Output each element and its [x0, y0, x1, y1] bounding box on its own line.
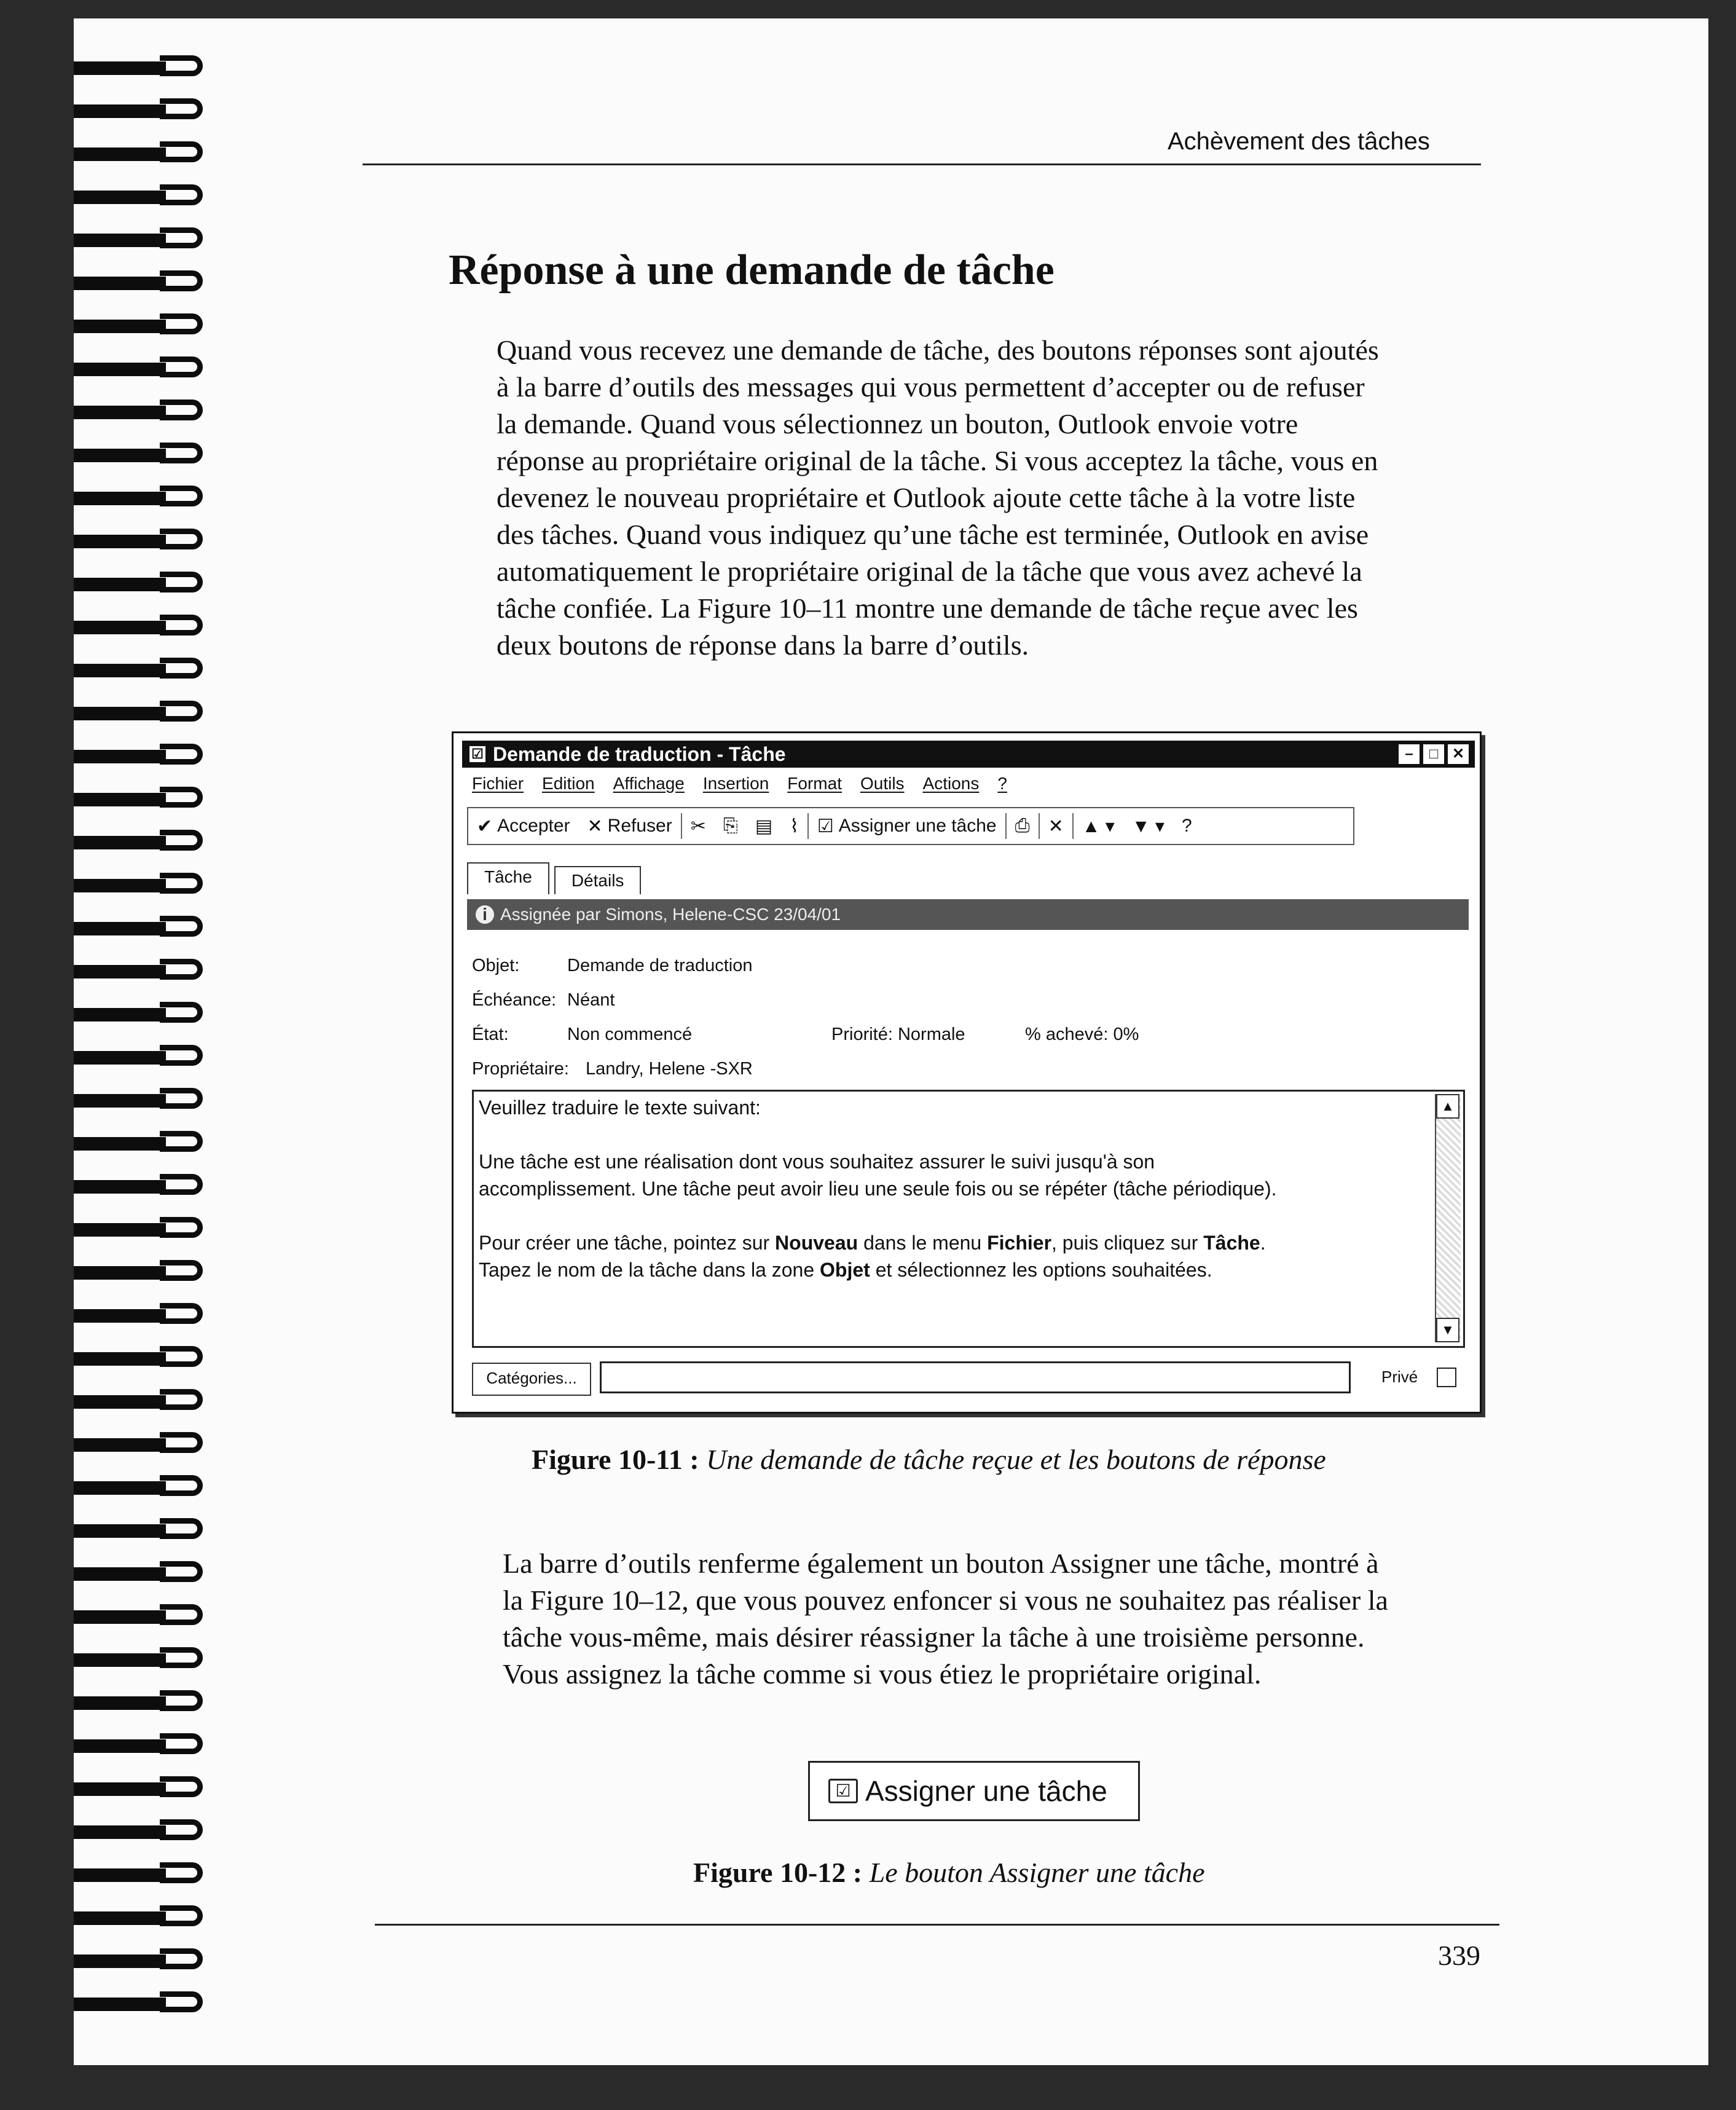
proprietaire-label: Propriétaire: — [472, 1059, 569, 1079]
percent-complete-value: % achevé: 0% — [1025, 1025, 1139, 1044]
assign-task-button-label: Assigner une tâche — [865, 1775, 1107, 1807]
notes-line: Tapez le nom de la tâche dans la zone Objet et sélectionnez les options souhaitées. — [479, 1259, 1212, 1281]
para2-line: La barre d’outils renferme également un bouton Assigner une tâche, montré à — [503, 1548, 1379, 1579]
close-icon[interactable]: ✕ — [1448, 744, 1469, 764]
intro-line: la demande. Quand vous sélectionnez un bouton, Outlook envoie votre — [497, 408, 1298, 439]
book-page — [74, 18, 1708, 2065]
paperclip-icon: ⌇ — [790, 816, 799, 837]
figure-11-text: Une demande de tâche reçue et les boutons de réponse — [706, 1444, 1326, 1475]
objet-label: Objet: — [472, 956, 520, 975]
paste-button[interactable] — [747, 816, 781, 837]
paste-icon: ▤ — [755, 816, 773, 837]
echeance-value: Néant — [567, 990, 615, 1010]
running-head: Achèvement des tâches — [1168, 128, 1430, 155]
prive-label: Privé — [1381, 1368, 1418, 1386]
binding-ring — [74, 184, 227, 208]
accept-button[interactable] — [468, 816, 579, 837]
attach-button[interactable] — [781, 816, 807, 837]
intro-line: à la barre d’outils des messages qui vous permettent d’accepter ou de refuser — [497, 371, 1365, 403]
window-title: Demande de traduction - Tâche — [493, 742, 786, 765]
binding-ring — [74, 744, 227, 767]
binding-ring — [74, 1518, 227, 1541]
intro-line: réponse au propriétaire original de la tâche. Si vous acceptez la tâche, vous en — [497, 445, 1378, 476]
menu-bar — [472, 774, 1007, 793]
binding-ring — [74, 1088, 227, 1111]
menu-affichage[interactable]: Affichage — [613, 774, 685, 793]
assign-task-button-large[interactable] — [808, 1761, 1140, 1821]
refuse-label: Refuser — [607, 816, 672, 836]
copy-icon: ⎘ — [723, 816, 738, 836]
x-icon: ✕ — [587, 816, 603, 837]
checkmark-icon: ✔ — [477, 816, 493, 837]
window-titlebar — [462, 741, 1475, 768]
notes-line: Une tâche est une réalisation dont vous souhaitez assurer le suivi jusqu'à son — [479, 1151, 1155, 1173]
echeance-label: Échéance: — [472, 990, 557, 1010]
binding-ring — [74, 916, 227, 939]
menu-outils[interactable]: Outils — [860, 774, 905, 793]
binding-ring — [74, 1819, 227, 1843]
intro-line: deux boutons de réponse dans la barre d’outils. — [497, 629, 1029, 661]
proprietaire-value: Landry, Helene -SXR — [586, 1059, 753, 1079]
binding-ring — [74, 529, 227, 552]
previous-item-button[interactable] — [1074, 816, 1123, 837]
tab-bar — [467, 862, 641, 894]
down-arrow-icon: ▼ ▾ — [1131, 816, 1165, 837]
toolbar — [467, 807, 1354, 845]
binding-ring — [74, 1475, 227, 1498]
help-icon: ? — [1181, 816, 1192, 836]
assign-task-button[interactable] — [809, 816, 1005, 837]
binding-ring — [74, 1260, 227, 1283]
categories-button[interactable]: Catégories... — [472, 1363, 591, 1396]
binding-ring — [74, 1776, 227, 1800]
binding-ring — [74, 1045, 227, 1068]
binding-ring — [74, 1733, 227, 1757]
up-arrow-icon: ▲ ▾ — [1082, 816, 1115, 837]
intro-paragraph — [497, 332, 1379, 664]
binding-ring — [74, 1690, 227, 1714]
scroll-down-icon[interactable]: ▼ — [1436, 1318, 1459, 1342]
binding-ring — [74, 1862, 227, 1886]
assign-task-label: Assigner une tâche — [838, 816, 997, 836]
assign-task-icon: ☑ — [817, 816, 834, 837]
binding-ring — [74, 400, 227, 423]
binding-ring — [74, 1561, 227, 1584]
figure-12-caption — [693, 1856, 1205, 1889]
binding-ring — [74, 658, 227, 681]
printer-icon: ⎙ — [1015, 816, 1030, 836]
binding-ring — [74, 486, 227, 509]
menu-actions[interactable]: Actions — [922, 774, 980, 793]
help-button[interactable] — [1173, 816, 1201, 837]
intro-line: des tâches. Quand vous indiquez qu’une tâche est terminée, Outlook en avise — [497, 519, 1369, 550]
menu-format[interactable]: Format — [787, 774, 842, 793]
task-window-screenshot — [452, 731, 1482, 1414]
binding-ring — [74, 873, 227, 896]
prive-checkbox[interactable] — [1437, 1368, 1456, 1387]
info-icon: i — [476, 905, 494, 924]
binding-ring — [74, 141, 227, 165]
binding-ring — [74, 227, 227, 251]
para2-line: la Figure 10–12, que vous pouvez enfoncer si vous ne souhaitez pas réaliser la — [503, 1584, 1388, 1616]
tab-tache[interactable]: Tâche — [467, 862, 549, 894]
notes-line: accomplissement. Une tâche peut avoir lieu une seule fois ou se répéter (tâche périodique). — [479, 1178, 1277, 1200]
binding-ring — [74, 1647, 227, 1671]
para2-line: tâche vous-même, mais désirer réassigner la tâche à une troisième personne. — [503, 1621, 1365, 1653]
second-paragraph — [503, 1545, 1388, 1693]
categories-input[interactable] — [600, 1361, 1351, 1393]
intro-line: automatiquement le propriétaire original de la tâche que vous avez achevé la — [497, 556, 1362, 587]
figure-11-label: Figure 10-11 : — [532, 1444, 699, 1475]
binding-ring — [74, 701, 227, 724]
binding-ring — [74, 98, 227, 122]
binding-ring — [74, 830, 227, 853]
delete-icon: ✕ — [1048, 816, 1064, 837]
binding-ring — [74, 55, 227, 79]
binding-ring — [74, 1174, 227, 1197]
binding-ring — [74, 270, 227, 294]
menu-insertion[interactable]: Insertion — [702, 774, 769, 793]
binding-ring — [74, 1346, 227, 1369]
task-icon: ☑ — [469, 746, 485, 762]
intro-line: tâche confiée. La Figure 10–11 montre une demande de tâche reçue avec les — [497, 592, 1358, 624]
figure-12-label: Figure 10-12 : — [693, 1857, 863, 1888]
refuse-button[interactable] — [579, 816, 681, 837]
binding-ring — [74, 572, 227, 595]
header-rule — [363, 163, 1481, 165]
spiral-binding — [74, 55, 227, 2041]
next-item-button[interactable] — [1123, 816, 1173, 837]
cut-button[interactable] — [682, 816, 715, 837]
accept-label: Accepter — [497, 816, 570, 836]
notes-line: Veuillez traduire le texte suivant: — [479, 1096, 761, 1119]
assign-task-icon: ☑ — [828, 1779, 858, 1803]
intro-line: devenez le nouveau propriétaire et Outlook ajoute cette tâche à la votre liste — [497, 482, 1356, 513]
task-notes-textarea[interactable] — [472, 1090, 1465, 1348]
intro-line: Quand vous recevez une demande de tâche, des boutons réponses sont ajoutés — [497, 334, 1379, 366]
tab-details[interactable]: Détails — [554, 866, 642, 894]
notes-scrollbar[interactable] — [1435, 1094, 1461, 1342]
binding-ring — [74, 1905, 227, 1929]
binding-ring — [74, 1389, 227, 1412]
figure-11-caption — [532, 1443, 1326, 1476]
copy-button[interactable] — [715, 816, 747, 837]
figure-12-text: Le bouton Assigner une tâche — [869, 1857, 1205, 1888]
binding-ring — [74, 1948, 227, 1972]
print-button[interactable] — [1007, 816, 1039, 837]
assignment-info-text: Assignée par Simons, Helene-CSC 23/04/01 — [500, 905, 841, 924]
objet-value: Demande de traduction — [567, 956, 753, 975]
footer-rule — [375, 1924, 1499, 1926]
section-title: Réponse à une demande de tâche — [449, 246, 1055, 294]
binding-ring — [74, 959, 227, 982]
assignment-info-bar — [467, 899, 1469, 930]
scroll-up-icon[interactable]: ▲ — [1436, 1094, 1459, 1119]
maximize-icon[interactable]: □ — [1423, 744, 1444, 764]
delete-button[interactable] — [1040, 816, 1072, 837]
binding-ring — [74, 1604, 227, 1628]
binding-ring — [74, 313, 227, 337]
priority-value: Priorité: Normale — [831, 1025, 965, 1044]
notes-line: Pour créer une tâche, pointez sur Nouveau dans le menu Fichier, puis cliquez sur Tâche. — [479, 1232, 1266, 1254]
menu-fichier[interactable]: Fichier — [472, 774, 524, 793]
etat-label: État: — [472, 1025, 509, 1044]
binding-ring — [74, 1432, 227, 1455]
minimize-icon[interactable]: – — [1399, 744, 1420, 764]
menu-edition[interactable]: Edition — [542, 774, 595, 793]
binding-ring — [74, 356, 227, 380]
binding-ring — [74, 1131, 227, 1154]
binding-ring — [74, 1303, 227, 1326]
para2-line: Vous assignez la tâche comme si vous étiez le propriétaire original. — [503, 1658, 1262, 1690]
scissors-icon: ✂ — [690, 816, 706, 837]
binding-ring — [74, 1991, 227, 2015]
binding-ring — [74, 1002, 227, 1025]
binding-ring — [74, 615, 227, 638]
window-controls — [1399, 744, 1469, 764]
menu-help[interactable]: ? — [997, 774, 1007, 793]
page-number: 339 — [1438, 1940, 1480, 1971]
binding-ring — [74, 443, 227, 466]
etat-value: Non commencé — [567, 1025, 693, 1044]
binding-ring — [74, 1217, 227, 1240]
binding-ring — [74, 787, 227, 810]
